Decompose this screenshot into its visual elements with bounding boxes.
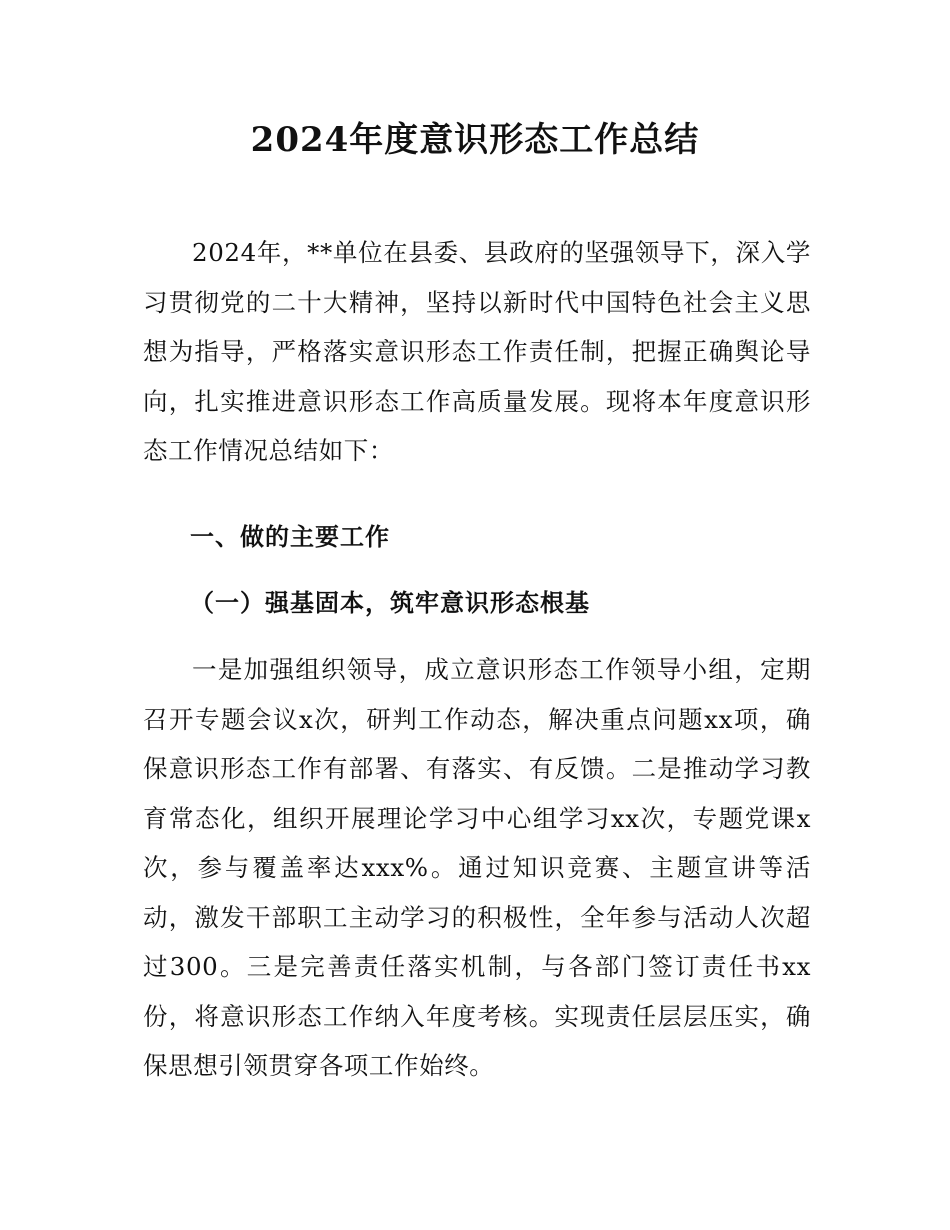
subsection-body-paragraph: 一是加强组织领导，成立意识形态工作领导小组，定期召开专题会议x次，研判工作动态，解决重点问题xx项，确保意识形态工作有部署、有落实、有反馈。二是推动学习教育常态化，组织开展理论学习中心组学习xx次，专题党课x次，参与覆盖率达xxx%。通过知识竞赛、主题宣讲等活动，激发干部职工主动学习的积极性，全年参与活动人次超过300。三是完善责任落实机制，与各部门签订责任书xx份，将意识形态工作纳入年度考核。实现责任层层压实，确保思想引领贯穿各项工作始终。	[143, 655, 811, 1080]
intro-paragraph: 2024年，**单位在县委、县政府的坚强领导下，深入学习贯彻党的二十大精神，坚持以新时代中国特色社会主义思想为指导，严格落实意识形态工作责任制，把握正确舆论导向，扎实推进意识形态工作高质量发展。现将本年度意识形态工作情况总结如下：	[143, 238, 811, 465]
section-heading-main-work: 一、做的主要工作	[190, 523, 390, 551]
document-title: 2024年度意识形态工作总结	[250, 120, 700, 160]
subsection-heading-foundation: （一）强基固本，筑牢意识形态根基	[190, 589, 590, 617]
